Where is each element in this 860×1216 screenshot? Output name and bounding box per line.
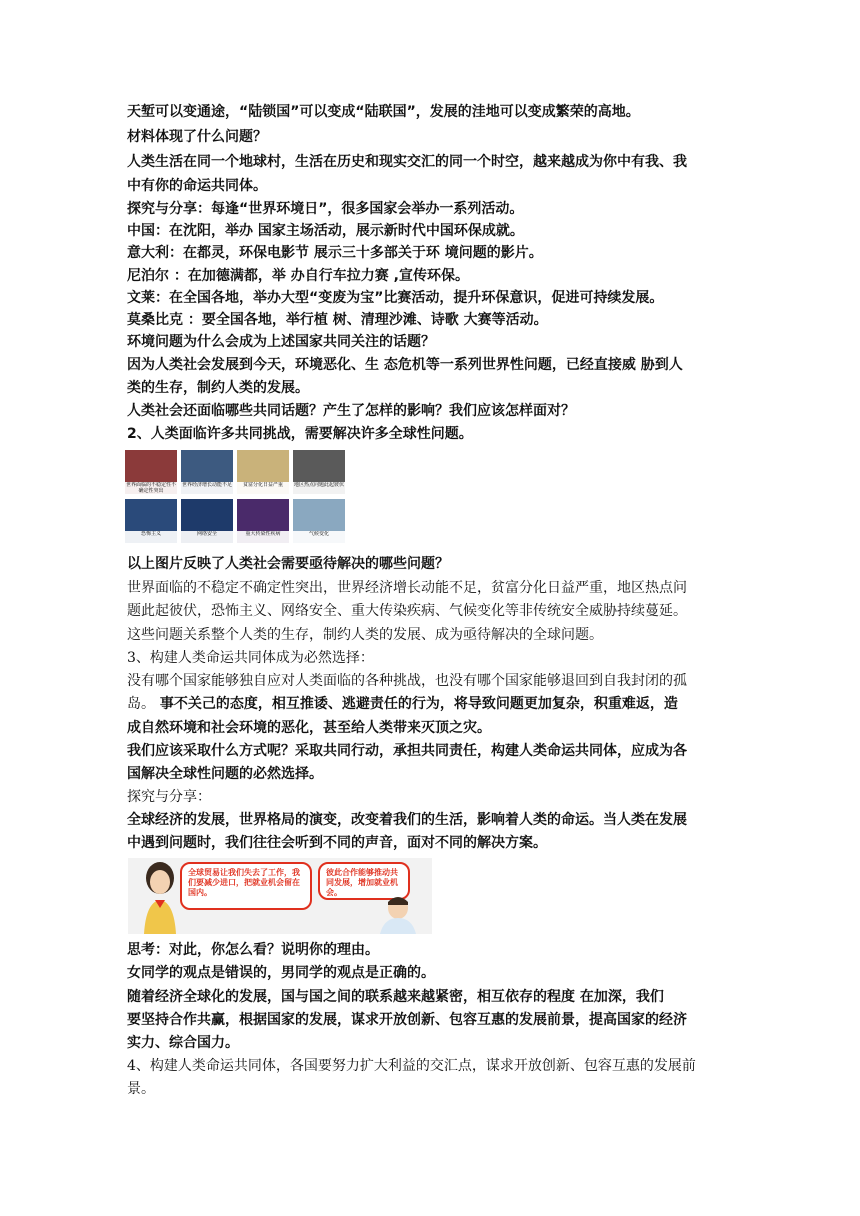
photo-caption: 网络安全	[181, 531, 233, 543]
photo-caption: 世界经济增长动能不足	[181, 482, 233, 494]
paragraph-line: 全球经济的发展，世界格局的演变，改变着我们的生活，影响着人类的命运。当人类在发展	[127, 812, 687, 828]
paragraph-line: 要坚持合作共赢，根据国家的发展，谋求开放创新、包容互惠的发展前景，提高国家的经济	[127, 1012, 687, 1028]
paragraph-line: 思考：对此，你怎么看？说明你的理由。	[127, 942, 379, 958]
paragraph-line: 环境问题为什么会成为上述国家共同关注的话题？	[127, 334, 435, 350]
paragraph-line: 人类生活在同一个地球村，生活在历史和现实交汇的同一个时空，越来越成为你中有我、我	[127, 154, 687, 170]
boy-figure	[372, 894, 432, 934]
paragraph-line: 没有哪个国家能够独自应对人类面临的各种挑战，也没有哪个国家能够退回到自我封闭的孤	[127, 673, 687, 689]
paragraph-line: 中遇到问题时，我们往往会听到不同的声音，面对不同的解决方案。	[127, 835, 547, 851]
dialogue-illustration	[128, 858, 432, 934]
photo-tile	[293, 450, 345, 494]
text-run: 事不关己的态度，相互推诿、逃避责任的行为，将导致问题更加复杂，积重难返，造	[155, 696, 678, 712]
paragraph-line: 随着经济全球化的发展，国与国之间的联系越来越紧密，相互依存的程度 在加深，我们	[127, 989, 664, 1005]
photo-tile	[237, 450, 289, 494]
global-issues-photo-grid	[125, 450, 349, 544]
girl-speech-bubble: 全球贸易让我们失去了工作，我们要减少进口，把就业机会留在国内。	[180, 862, 312, 910]
paragraph-line: 4、构建人类命运共同体，各国要努力扩大利益的交汇点，谋求开放创新、包容互惠的发展前	[127, 1058, 696, 1074]
paragraph-line	[127, 693, 739, 715]
paragraph-line: 尼泊尔 ：在加德满都，举 办自行车拉力赛 ,宣传环保。	[127, 268, 469, 284]
photo-caption: 贫富分化日益严重	[237, 482, 289, 494]
paragraph-line: 材料体现了什么问题？	[127, 129, 267, 145]
paragraph-line: 莫桑比克 ：要全国各地，举行植 树、清理沙滩、诗歌 大赛等活动。	[127, 312, 548, 328]
paragraph-line: 景。	[127, 1081, 155, 1097]
paragraph-line: 这些问题关系整个人类的生存，制约人类的发展、成为亟待解决的全球问题。	[127, 627, 603, 643]
paragraph-line: 中国：在沈阳，举办 国家主场活动，展示新时代中国环保成就。	[127, 223, 524, 239]
photo-tile	[125, 499, 177, 543]
paragraph-line: 人类社会还面临哪些共同话题？产生了怎样的影响？我们应该怎样面对？	[127, 403, 575, 419]
paragraph-line: 2、人类面临许多共同挑战，需要解决许多全球性问题。	[127, 426, 473, 442]
paragraph-line: 文莱：在全国各地，举办大型“变废为宝”比赛活动，提升环保意识，促进可持续发展。	[127, 290, 664, 306]
photo-caption: 地区热点问题此起彼伏	[293, 482, 345, 494]
paragraph-line: 题此起彼伏，恐怖主义、网络安全、重大传染疾病、气候变化等非传统安全威胁持续蔓延。	[127, 603, 687, 619]
paragraph-line: 女同学的观点是错误的，男同学的观点是正确的。	[127, 965, 435, 981]
paragraph-line: 成自然环境和社会环境的恶化，甚至给人类带来灭顶之灾。	[127, 720, 491, 736]
photo-tile	[237, 499, 289, 543]
paragraph-line: 中有你的命运共同体。	[127, 178, 267, 194]
paragraph-line: 实力、综合国力。	[127, 1035, 239, 1051]
photo-caption: 世界面临的不稳定性不确定性突出	[125, 482, 176, 494]
paragraph-line: 3、构建人类命运共同体成为必然选择：	[127, 650, 374, 666]
paragraph-line: 类的生存，制约人类的发展。	[127, 380, 309, 396]
paragraph-line: 探究与分享：每逢“世界环境日”，很多国家会举办一系列活动。	[127, 201, 524, 217]
paragraph-line: 探究与分享：	[127, 789, 211, 805]
paragraph-line: 我们应该采取什么方式呢？采取共同行动，承担共同责任，构建人类命运共同体，应成为各	[127, 743, 687, 759]
photo-caption: 恐怖主义	[125, 531, 177, 543]
text-run: 岛。	[127, 696, 155, 712]
photo-tile	[293, 499, 345, 543]
photo-caption: 气候变化	[293, 531, 345, 543]
photo-tile	[181, 450, 233, 494]
paragraph-line: 因为人类社会发展到今天，环境恶化、生 态危机等一系列世界性问题，已经直接威 胁到人	[127, 357, 683, 373]
paragraph-line: 意大利：在都灵，环保电影节 展示三十多部关于环 境问题的影片。	[127, 245, 543, 261]
boy-speech-bubble: 彼此合作能够推动共同发展，增加就业机会。	[318, 862, 410, 900]
paragraph-line: 天堑可以变通途，“陆锁国”可以变成“陆联国”，发展的洼地可以变成繁荣的高地。	[127, 104, 640, 120]
photo-caption: 重大传染性疾病	[237, 531, 289, 543]
photo-tile	[181, 499, 233, 543]
paragraph-line: 国解决全球性问题的必然选择。	[127, 766, 323, 782]
paragraph-line: 以上图片反映了人类社会需要亟待解决的哪些问题？	[127, 556, 449, 572]
paragraph-line: 世界面临的不稳定不确定性突出，世界经济增长动能不足，贫富分化日益严重，地区热点问	[127, 580, 687, 596]
photo-tile	[125, 450, 177, 494]
